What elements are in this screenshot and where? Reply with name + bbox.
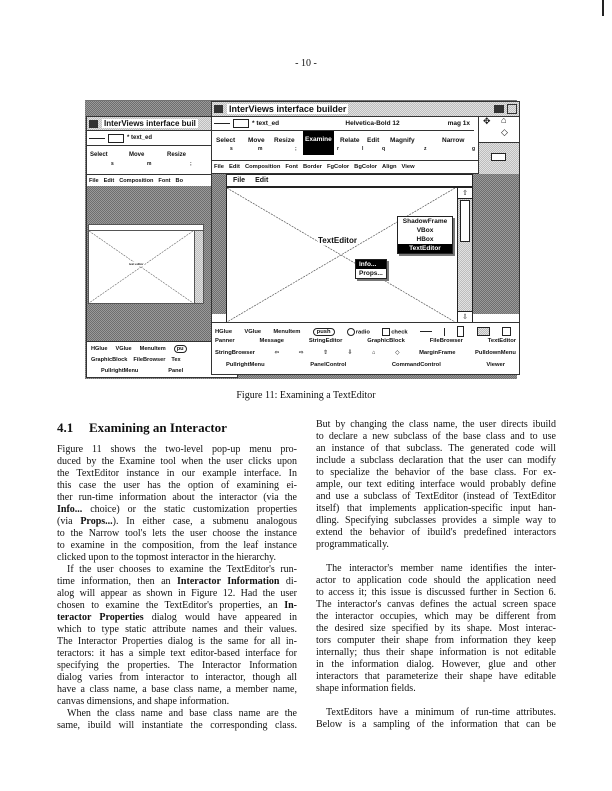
submenu-item-vbox[interactable]: VBox [416, 227, 434, 234]
pattern-swatch-icon[interactable] [108, 134, 124, 143]
left-p2-line: specifying the properties. The Interactor Information [57, 660, 297, 671]
palette-enlarger-icon[interactable]: ⌂ [372, 350, 376, 356]
palette-left-mover-icon[interactable]: ⇦ [274, 350, 280, 356]
menu-font[interactable]: Font [285, 164, 298, 170]
palette-row-1 [215, 326, 511, 337]
tool-magnify[interactable]: Magnify [390, 137, 415, 144]
back-scrollbar[interactable] [194, 231, 203, 303]
right-p1-line: But by changing the class name, the user directs ibuild [316, 419, 556, 430]
right-p1-line: to declare a new subclass of the base class and to use [316, 431, 556, 442]
interactor-properties-term: teractor Properties [57, 612, 144, 623]
right-p3-line: Below is a sampling of the information that can be [316, 719, 556, 730]
left-p1-line: duced by the Examine tool when the user clicks upon [57, 456, 297, 467]
front-builder-window [211, 101, 520, 375]
line-width-icon[interactable] [89, 138, 105, 139]
palette-vglue[interactable]: VGlue [244, 328, 262, 335]
palette-viewer[interactable]: Viewer [486, 362, 505, 368]
front-filename: * text_ed [252, 120, 280, 127]
pattern-swatch-icon[interactable] [233, 119, 249, 128]
back-palette-pullrightmenu[interactable]: PullrightMenu [101, 368, 139, 374]
tool-resize[interactable]: Resize [274, 137, 295, 144]
pan-zoom-controls [479, 116, 519, 143]
right-p3-line: TextEditors have a minimum of run-time attributes. [326, 707, 556, 718]
section-title: Examining an Interactor [89, 420, 227, 435]
back-key-move: m [147, 161, 152, 167]
palette-texteditor[interactable]: TextEditor [487, 338, 516, 344]
left-p2-line: which to type static attribute names and their values. [57, 624, 297, 635]
left-p2-line [57, 576, 297, 588]
palette-push-button[interactable]: push [313, 328, 335, 336]
text-span: chosen to examine the TextEditor's properties, an [57, 600, 285, 611]
left-p1-line: Figure 11 shows the two-level pop-up menu pro- [57, 444, 297, 455]
front-canvas-background [212, 174, 519, 321]
menu-composition[interactable]: Composition [244, 164, 281, 170]
tool-examine-selected[interactable]: Examine [303, 131, 334, 155]
window-menu-icon[interactable] [89, 120, 98, 128]
editor-menu-edit[interactable]: Edit [255, 177, 269, 184]
left-p2-line: alog will appear as shown in Figure 12. Had the user [57, 588, 297, 599]
right-p1-line: to specialize the behavior of the base class. For ex- [316, 467, 556, 478]
enlarge-icon[interactable]: ⌂ [501, 115, 507, 125]
left-p1-line: this case the user has the option of examining ei- [57, 480, 297, 491]
back-palette-push[interactable]: pu [174, 345, 187, 353]
palette-hrule-icon[interactable] [420, 331, 432, 332]
scroll-up-icon[interactable]: ⇧ [458, 188, 472, 199]
front-window-titlebar[interactable] [212, 102, 519, 117]
palette-reducer-icon[interactable]: ◇ [395, 350, 400, 356]
menu-view[interactable]: View [401, 164, 415, 170]
front-window-title: InterViews interface builder [229, 104, 347, 114]
right-p1-line: include a subclass declaration that the user can modify [316, 455, 556, 466]
right-p1-line: programmatically. [316, 539, 389, 550]
back-key-resize: ; [190, 161, 192, 167]
submenu-item-shadowframe[interactable]: ShadowFrame [402, 218, 448, 225]
palette-down-mover-icon[interactable]: ⇩ [347, 350, 353, 356]
right-p2-line: the desired size specified by its shape. Most interac- [316, 623, 556, 634]
back-filename: * text_ed [127, 135, 153, 141]
right-p2-line: interactors that parameterize their shape have editable [316, 671, 556, 682]
palette-pullrightmenu[interactable]: PullrightMenu [226, 362, 265, 368]
page-number: - 10 - [295, 58, 317, 69]
key-narrow: g [472, 146, 476, 152]
palette-panner[interactable]: Panner [215, 338, 235, 344]
scroll-down-icon[interactable]: ⇩ [458, 311, 472, 322]
palette-message[interactable]: Message [259, 338, 284, 344]
right-p1-line: ample, our text editing interface would probably define [316, 479, 556, 490]
info-term: Info... [57, 504, 83, 515]
key-magnify: z [424, 146, 427, 152]
mag-indicator: mag 1x [447, 120, 470, 127]
props-term: Props... [80, 516, 113, 527]
text-span: time information, then an [57, 576, 178, 587]
back-palette-vglue[interactable]: VGlue [115, 346, 132, 352]
left-p3-line: same, ibuild will instantiate the corresponding class. [57, 720, 297, 731]
popup-item-props[interactable]: Props... [359, 270, 383, 277]
palette-radio[interactable] [347, 328, 370, 336]
iconify-icon[interactable] [494, 105, 504, 113]
font-indicator: Helvetica-Bold 12 [345, 120, 400, 127]
tool-narrow[interactable]: Narrow [442, 137, 465, 144]
right-column [316, 419, 556, 731]
palette-radio-label: radio [355, 329, 370, 336]
key-select: s [230, 146, 233, 152]
submenu-item-hbox[interactable]: HBox [416, 236, 434, 243]
left-p2-line: have a class name, a base class name, a member name, [57, 684, 297, 695]
menu-fgcolor[interactable]: FgColor [326, 164, 350, 170]
right-p2-line: internally; thus their shape information is not editable [316, 647, 556, 658]
back-menu-composition[interactable]: Composition [119, 178, 154, 184]
left-p2-line [57, 600, 297, 612]
palette-graphicblock[interactable]: GraphicBlock [367, 338, 405, 344]
interactor-palette [212, 322, 519, 375]
canvas-label-texteditor: TextEditor [318, 236, 357, 245]
key-examine: r [337, 146, 339, 152]
right-p2-line: shape information fields. [316, 683, 416, 694]
left-p1-line: the TextEditor instance in our example interface. In [57, 468, 297, 479]
back-palette-panel[interactable]: Panel [168, 368, 184, 374]
back-menu-file[interactable]: File [89, 178, 99, 184]
left-p1-line: to the Narrow tool's lets the user choose the instance [57, 528, 297, 539]
menu-file[interactable]: File [214, 164, 224, 170]
back-key-select: s [111, 161, 114, 167]
left-p1-line: ther run-time information about the interactor (via the [57, 492, 297, 503]
tool-select[interactable]: Select [216, 137, 236, 144]
front-menubar [212, 161, 480, 174]
back-canvas-label: text editor [129, 262, 144, 266]
palette-row-3 [215, 350, 516, 356]
back-palette-filebrowser[interactable]: FileBrowser [133, 357, 166, 363]
direction-panel [478, 116, 519, 174]
palette-commandcontrol[interactable]: CommandControl [391, 362, 441, 368]
submenu-item-texteditor-selected[interactable]: TextEditor [398, 244, 452, 253]
back-window-title: InterViews interface buil [104, 119, 196, 128]
reduce-icon[interactable]: ◇ [501, 127, 508, 137]
left-p2-line: dialog varies from interactor to interactor, though all [57, 672, 297, 683]
right-p2-line: actor to application code should the application need [316, 575, 556, 586]
back-tool-move[interactable]: Move [129, 152, 145, 158]
back-palette-graphicblock[interactable]: GraphicBlock [91, 357, 128, 363]
right-p2-line: to access it; this issue is discussed further in Section 6. [316, 587, 556, 598]
interactor-information-term: Interactor Information [177, 576, 280, 587]
right-p2-line: in the information dialog. However, glue and other [316, 659, 556, 670]
editor-menubar [227, 175, 472, 188]
key-resize: ; [295, 146, 297, 152]
left-p2-line: teractors: it has a simple text editor-based interface for [57, 648, 297, 659]
left-p1-line: to examine in the composition, from the leaf instance [57, 540, 297, 551]
palette-menuitem[interactable]: MenuItem [273, 328, 301, 335]
examine-popup-menu [355, 259, 387, 279]
text-span: (via [57, 516, 81, 527]
window-menu-icon[interactable] [214, 105, 223, 113]
text-span: di- [279, 576, 298, 587]
back-tool-resize[interactable]: Resize [167, 152, 187, 158]
palette-filebrowser[interactable]: FileBrowser [429, 338, 463, 344]
scroll-thumb[interactable] [460, 200, 470, 242]
editor-cross [227, 188, 455, 322]
radio-icon [347, 328, 355, 336]
key-relate: l [362, 146, 364, 152]
palette-check[interactable] [382, 328, 407, 336]
editor-scrollbar[interactable] [457, 188, 472, 322]
back-text-editor-preview[interactable] [88, 224, 204, 304]
palette-check-label: check [391, 329, 408, 336]
tool-edit[interactable]: Edit [367, 137, 380, 144]
left-column [57, 444, 297, 732]
right-p1-line: extend the behavior of ibuild's predefined interactors [316, 527, 556, 538]
back-menu-font[interactable]: Font [158, 178, 171, 184]
key-edit: q [382, 146, 386, 152]
palette-vscroller-icon[interactable] [457, 326, 464, 337]
pan-arrows-icon[interactable]: ✥ [483, 116, 491, 126]
back-palette-menuitem[interactable]: MenuItem [139, 346, 166, 352]
left-p2-line: If the user chooses to examine the TextEditor's run- [67, 564, 297, 575]
left-p3-line: When the class name and base class name are the [67, 708, 297, 719]
palette-panelcontrol[interactable]: PanelControl [310, 362, 347, 368]
palette-row-2 [215, 338, 516, 344]
left-p2-line [57, 612, 297, 624]
left-p1-line [57, 516, 297, 528]
menu-border[interactable]: Border [302, 164, 322, 170]
palette-right-mover-icon[interactable]: ⇨ [298, 350, 304, 356]
narrow-submenu [397, 216, 453, 254]
tool-relate[interactable]: Relate [340, 137, 360, 144]
section-heading [57, 420, 227, 436]
tool-move[interactable]: Move [248, 137, 265, 144]
menu-align[interactable]: Align [382, 164, 397, 170]
key-move: m [258, 146, 263, 152]
right-p2-line: tors computer their shape from information they keep [316, 635, 556, 646]
text-editor-preview[interactable] [226, 174, 473, 324]
palette-hglue[interactable]: HGlue [215, 328, 233, 335]
palette-stringeditor[interactable]: StringEditor [308, 338, 343, 344]
menu-bgcolor[interactable]: BgColor [354, 164, 378, 170]
front-window-header [212, 117, 474, 131]
palette-hscroller-icon[interactable] [477, 327, 490, 336]
text-span: dialog would have appeared in [143, 612, 297, 623]
back-palette-hglue[interactable]: HGlue [91, 346, 108, 352]
back-palette-texteditor[interactable]: Tex [171, 357, 181, 363]
palette-row-4 [226, 362, 505, 368]
palette-up-mover-icon[interactable]: ⇧ [323, 350, 329, 356]
palette-stringbrowser[interactable]: StringBrowser [215, 350, 255, 356]
editor-menu-file[interactable]: File [233, 177, 246, 184]
left-p2-line: canvas dimensions, and shape information. [57, 696, 230, 707]
back-editor-cross [89, 231, 193, 303]
section-number: 4.1 [57, 420, 74, 435]
right-p1-line: dling. Specifying subclasses provides a simple way to [316, 515, 556, 526]
checkbox-icon [382, 328, 390, 336]
resize-corner-icon[interactable] [507, 104, 517, 114]
palette-vrule-icon[interactable] [444, 328, 445, 336]
left-p1-line [57, 504, 297, 516]
right-p2-line: the interactor occupies, which may be different from [316, 611, 556, 622]
back-menu-border[interactable]: Bo [175, 178, 183, 184]
right-p1-line: an instance of that subclass. The generated code will [316, 443, 556, 454]
right-p1-line: itself) that implements application-specific input han- [316, 503, 556, 514]
front-tool-bar [212, 131, 478, 161]
back-tool-select[interactable]: Select [90, 152, 108, 158]
palette-pulldownmenu[interactable]: PulldownMenu [475, 350, 516, 356]
minimap-viewport[interactable] [491, 153, 506, 161]
left-p1-line: clicked upon to the topmost interactor in the hierarchy. [57, 552, 277, 563]
text-span: ). In either case, a submenu analogous [112, 516, 298, 527]
line-width-icon[interactable] [214, 123, 230, 124]
minimap[interactable] [479, 143, 519, 175]
back-menu-edit[interactable]: Edit [103, 178, 115, 184]
palette-panner-icon[interactable] [502, 327, 511, 336]
popup-item-info-selected[interactable]: Info... [356, 260, 386, 269]
right-p1-line: and use a subclass of TextEditor (instead of TextEditor [316, 491, 556, 502]
menu-edit[interactable]: Edit [229, 164, 240, 170]
text-span: choice) or the static customization properties [82, 504, 297, 515]
palette-marginframe[interactable]: MarginFrame [419, 350, 456, 356]
corner-mark [602, 0, 604, 16]
right-p2-line: The interactor's canvas defines the actual screen space [316, 599, 556, 610]
interactor-properties-term: In- [284, 600, 297, 611]
left-p2-line: The Interactor Properties dialog is the same for all in- [57, 636, 297, 647]
right-p2-line: The interactor's member name identifies the inter- [326, 563, 556, 574]
figure-caption: Figure 11: Examining a TextEditor [236, 390, 376, 401]
